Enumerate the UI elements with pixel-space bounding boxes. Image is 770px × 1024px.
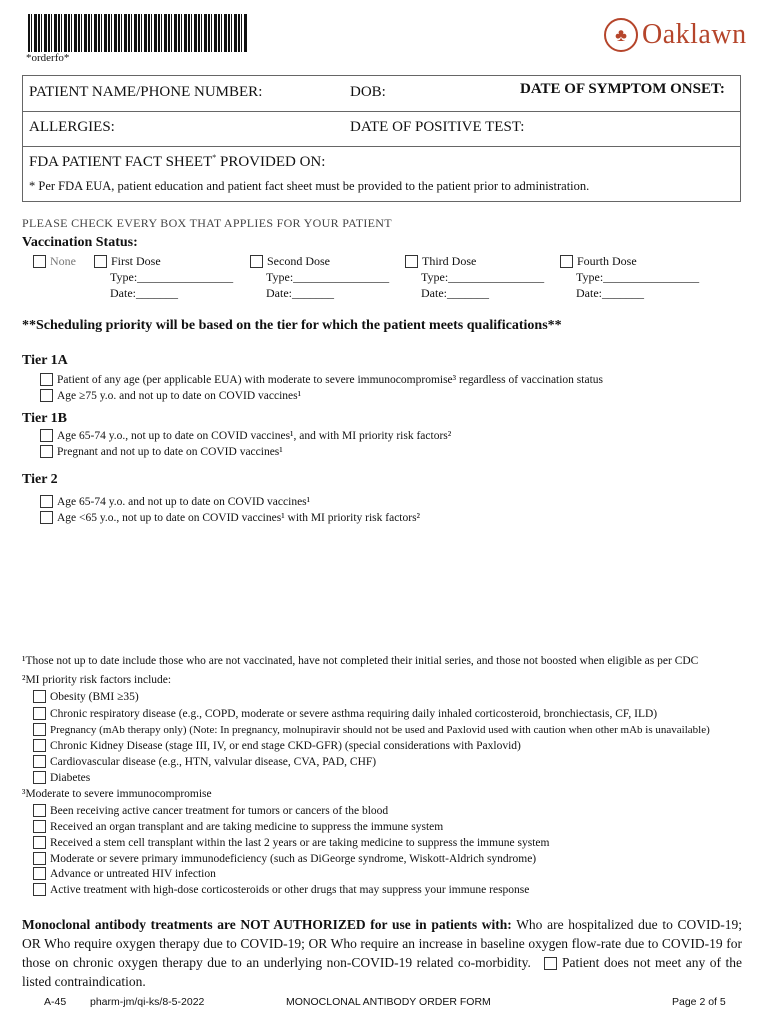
tier-1a-checkbox-1[interactable] [40,373,53,386]
footnote-3-heading: ³Moderate to severe immunocompromise [22,788,212,800]
oak-tree-icon: ♣ [604,18,638,52]
immuno-checkbox-4[interactable] [33,852,46,865]
immunocompromise-item: Active treatment with high-dose corticosteroids or other drugs that may suppress your immune response [33,883,529,896]
vacc-dose-2: Second Dose Type:________________ Date:_______ [250,253,389,301]
tier-1b-heading: Tier 1B [22,411,67,426]
footer-ref: pharm-jm/qi-ks/8-5-2022 [90,996,205,1008]
immunocompromise-item: Advance or untreated HIV infection [33,867,216,880]
tier-1b-checkbox-2[interactable] [40,445,53,458]
patient-row-1 [23,76,740,112]
tier-1b-item: Age 65-74 y.o., not up to date on COVID vaccines¹, and with MI priority risk factors² [40,429,451,442]
third-dose-type[interactable]: Type:________________ [421,270,545,284]
positive-test-label: DATE OF POSITIVE TEST: [350,119,525,135]
immunocompromise-item: Been receiving active cancer treatment for tumors or cancers of the blood [33,804,388,817]
risk-factor-item: Chronic Kidney Disease (stage III, IV, or end stage CKD-GFR) (special considerations with Paxlovid) [33,739,521,752]
fda-note: * Per FDA EUA, patient education and patient fact sheet must be provided to the patient prior to administration. [29,179,590,193]
first-dose-type[interactable]: Type:________________ [110,270,234,284]
first-dose-checkbox[interactable] [94,255,107,268]
fourth-dose-date[interactable]: Date:_______ [576,286,644,300]
monoclonal-lead: Monoclonal antibody treatments are NOT AUTHORIZED for use in patients with: [22,917,512,932]
footnote-1: ¹Those not up to date include those who are not vaccinated, have not completed their initial series, and those not boosted when eligible as per CDC [22,655,699,667]
barcode-caption: *orderfo* [26,52,70,64]
risk-factor-item: Cardiovascular disease (e.g., HTN, valvular disease, CVA, PAD, CHF) [33,755,376,768]
immuno-checkbox-5[interactable] [33,867,46,880]
tier-2-item: Age 65-74 y.o. and not up to date on COVID vaccines¹ [40,495,310,508]
risk-factor-checkbox-6[interactable] [33,771,46,784]
logo-text: Oaklawn [642,19,747,50]
immuno-checkbox-6[interactable] [33,883,46,896]
second-dose-date[interactable]: Date:_______ [266,286,334,300]
immuno-checkbox-2[interactable] [33,820,46,833]
risk-factor-checkbox-5[interactable] [33,755,46,768]
tier-2-item: Age <65 y.o., not up to date on COVID vaccines¹ with MI priority risk factors² [40,511,420,524]
third-dose-date[interactable]: Date:_______ [421,286,489,300]
footer-page: Page 2 of 5 [672,996,726,1008]
patient-name-label: PATIENT NAME/PHONE NUMBER: [29,84,263,100]
tier-2-heading: Tier 2 [22,472,58,487]
vacc-dose-3: Third Dose Type:________________ Date:_______ [405,253,544,301]
immunocompromise-item: Moderate or severe primary immunodeficiency (such as DiGeorge syndrome, Wiskott-Aldrich syndrome) [33,852,536,865]
risk-factor-checkbox-4[interactable] [33,739,46,752]
scheduling-note: **Scheduling priority will be based on the tier for which the patient meets qualifications** [22,318,562,333]
allergies-label: ALLERGIES: [29,119,115,135]
no-contraindication-label: Patient does not meet any of the listed contraindication. [22,955,743,989]
footnote-2-heading: ²MI priority risk factors include: [22,674,172,686]
tier-1a-item: Patient of any age (per applicable EUA) with moderate to severe immunocompromise³ regardless of vaccination status [40,373,603,386]
vacc-dose-1: First Dose Type:________________ Date:_______ [94,253,233,301]
immunocompromise-item: Received an organ transplant and are taking medicine to suppress the immune system [33,820,443,833]
tier-2-checkbox-1[interactable] [40,495,53,508]
tier-1a-item: Age ≥75 y.o. and not up to date on COVID vaccines¹ [40,389,301,402]
vacc-none-option: None [33,253,76,269]
risk-factor-item: Diabetes [33,771,90,784]
monoclonal-contraindications [22,915,742,991]
footer-form-name: MONOCLONAL ANTIBODY ORDER FORM [286,996,491,1008]
second-dose-type[interactable]: Type:________________ [266,270,390,284]
risk-factor-item: Pregnancy (mAb therapy only) (Note: In pregnancy, molnupiravir should not be used and Paxlovid used with caution when other mAb is unavailable) [33,723,710,736]
oaklawn-logo [604,18,747,52]
risk-factor-item: Chronic respiratory disease (e.g., COPD, moderate or severe asthma requiring daily inhaled corticosteroid, bronchiectasis, CF, ILD) [33,707,657,720]
fda-fact-sheet-label: FDA PATIENT FACT SHEET* PROVIDED ON: [29,153,326,170]
vacc-dose-4: Fourth Dose Type:________________ Date:_______ [560,253,699,301]
risk-factor-checkbox-2[interactable] [33,707,46,720]
fourth-dose-checkbox[interactable] [560,255,573,268]
third-dose-checkbox[interactable] [405,255,418,268]
symptom-onset-label: DATE OF SYMPTOM ONSET: [520,81,725,97]
tier-1a-checkbox-2[interactable] [40,389,53,402]
risk-factor-checkbox-1[interactable] [33,690,46,703]
tier-1b-item: Pregnant and not up to date on COVID vaccines¹ [40,445,283,458]
immunocompromise-item: Received a stem cell transplant within the last 2 years or are taking medicine to suppress the immune system [33,836,549,849]
tier-2-checkbox-2[interactable] [40,511,53,524]
tier-1b-checkbox-1[interactable] [40,429,53,442]
tier-1a-heading: Tier 1A [22,353,68,368]
first-dose-date[interactable]: Date:_______ [110,286,178,300]
no-contraindication-checkbox[interactable] [544,957,557,970]
immuno-checkbox-3[interactable] [33,836,46,849]
risk-factor-item: Obesity (BMI ≥35) [33,690,139,703]
dob-label: DOB: [350,84,386,100]
vaccination-heading: Vaccination Status: [22,235,138,250]
immuno-checkbox-1[interactable] [33,804,46,817]
monoclonal-body: Who are hospitalized due to COVID-19; OR Who require oxygen therapy due to COVID-19; OR Who require an increase in baseline oxygen flow-rate due to COVID-19 for those on chronic oxygen therapy due to an underlying non-COVID-19 related co-morbidity. [22,917,742,970]
risk-factor-checkbox-3[interactable] [33,723,46,736]
footer-code: A-45 [44,996,67,1008]
second-dose-checkbox[interactable] [250,255,263,268]
vacc-none-checkbox[interactable] [33,255,46,268]
fourth-dose-type[interactable]: Type:________________ [576,270,700,284]
instructions-heading: PLEASE CHECK EVERY BOX THAT APPLIES FOR YOUR PATIENT [22,216,392,230]
patient-row-2 [23,111,740,147]
patient-info-box [22,75,741,202]
barcode [28,14,248,52]
